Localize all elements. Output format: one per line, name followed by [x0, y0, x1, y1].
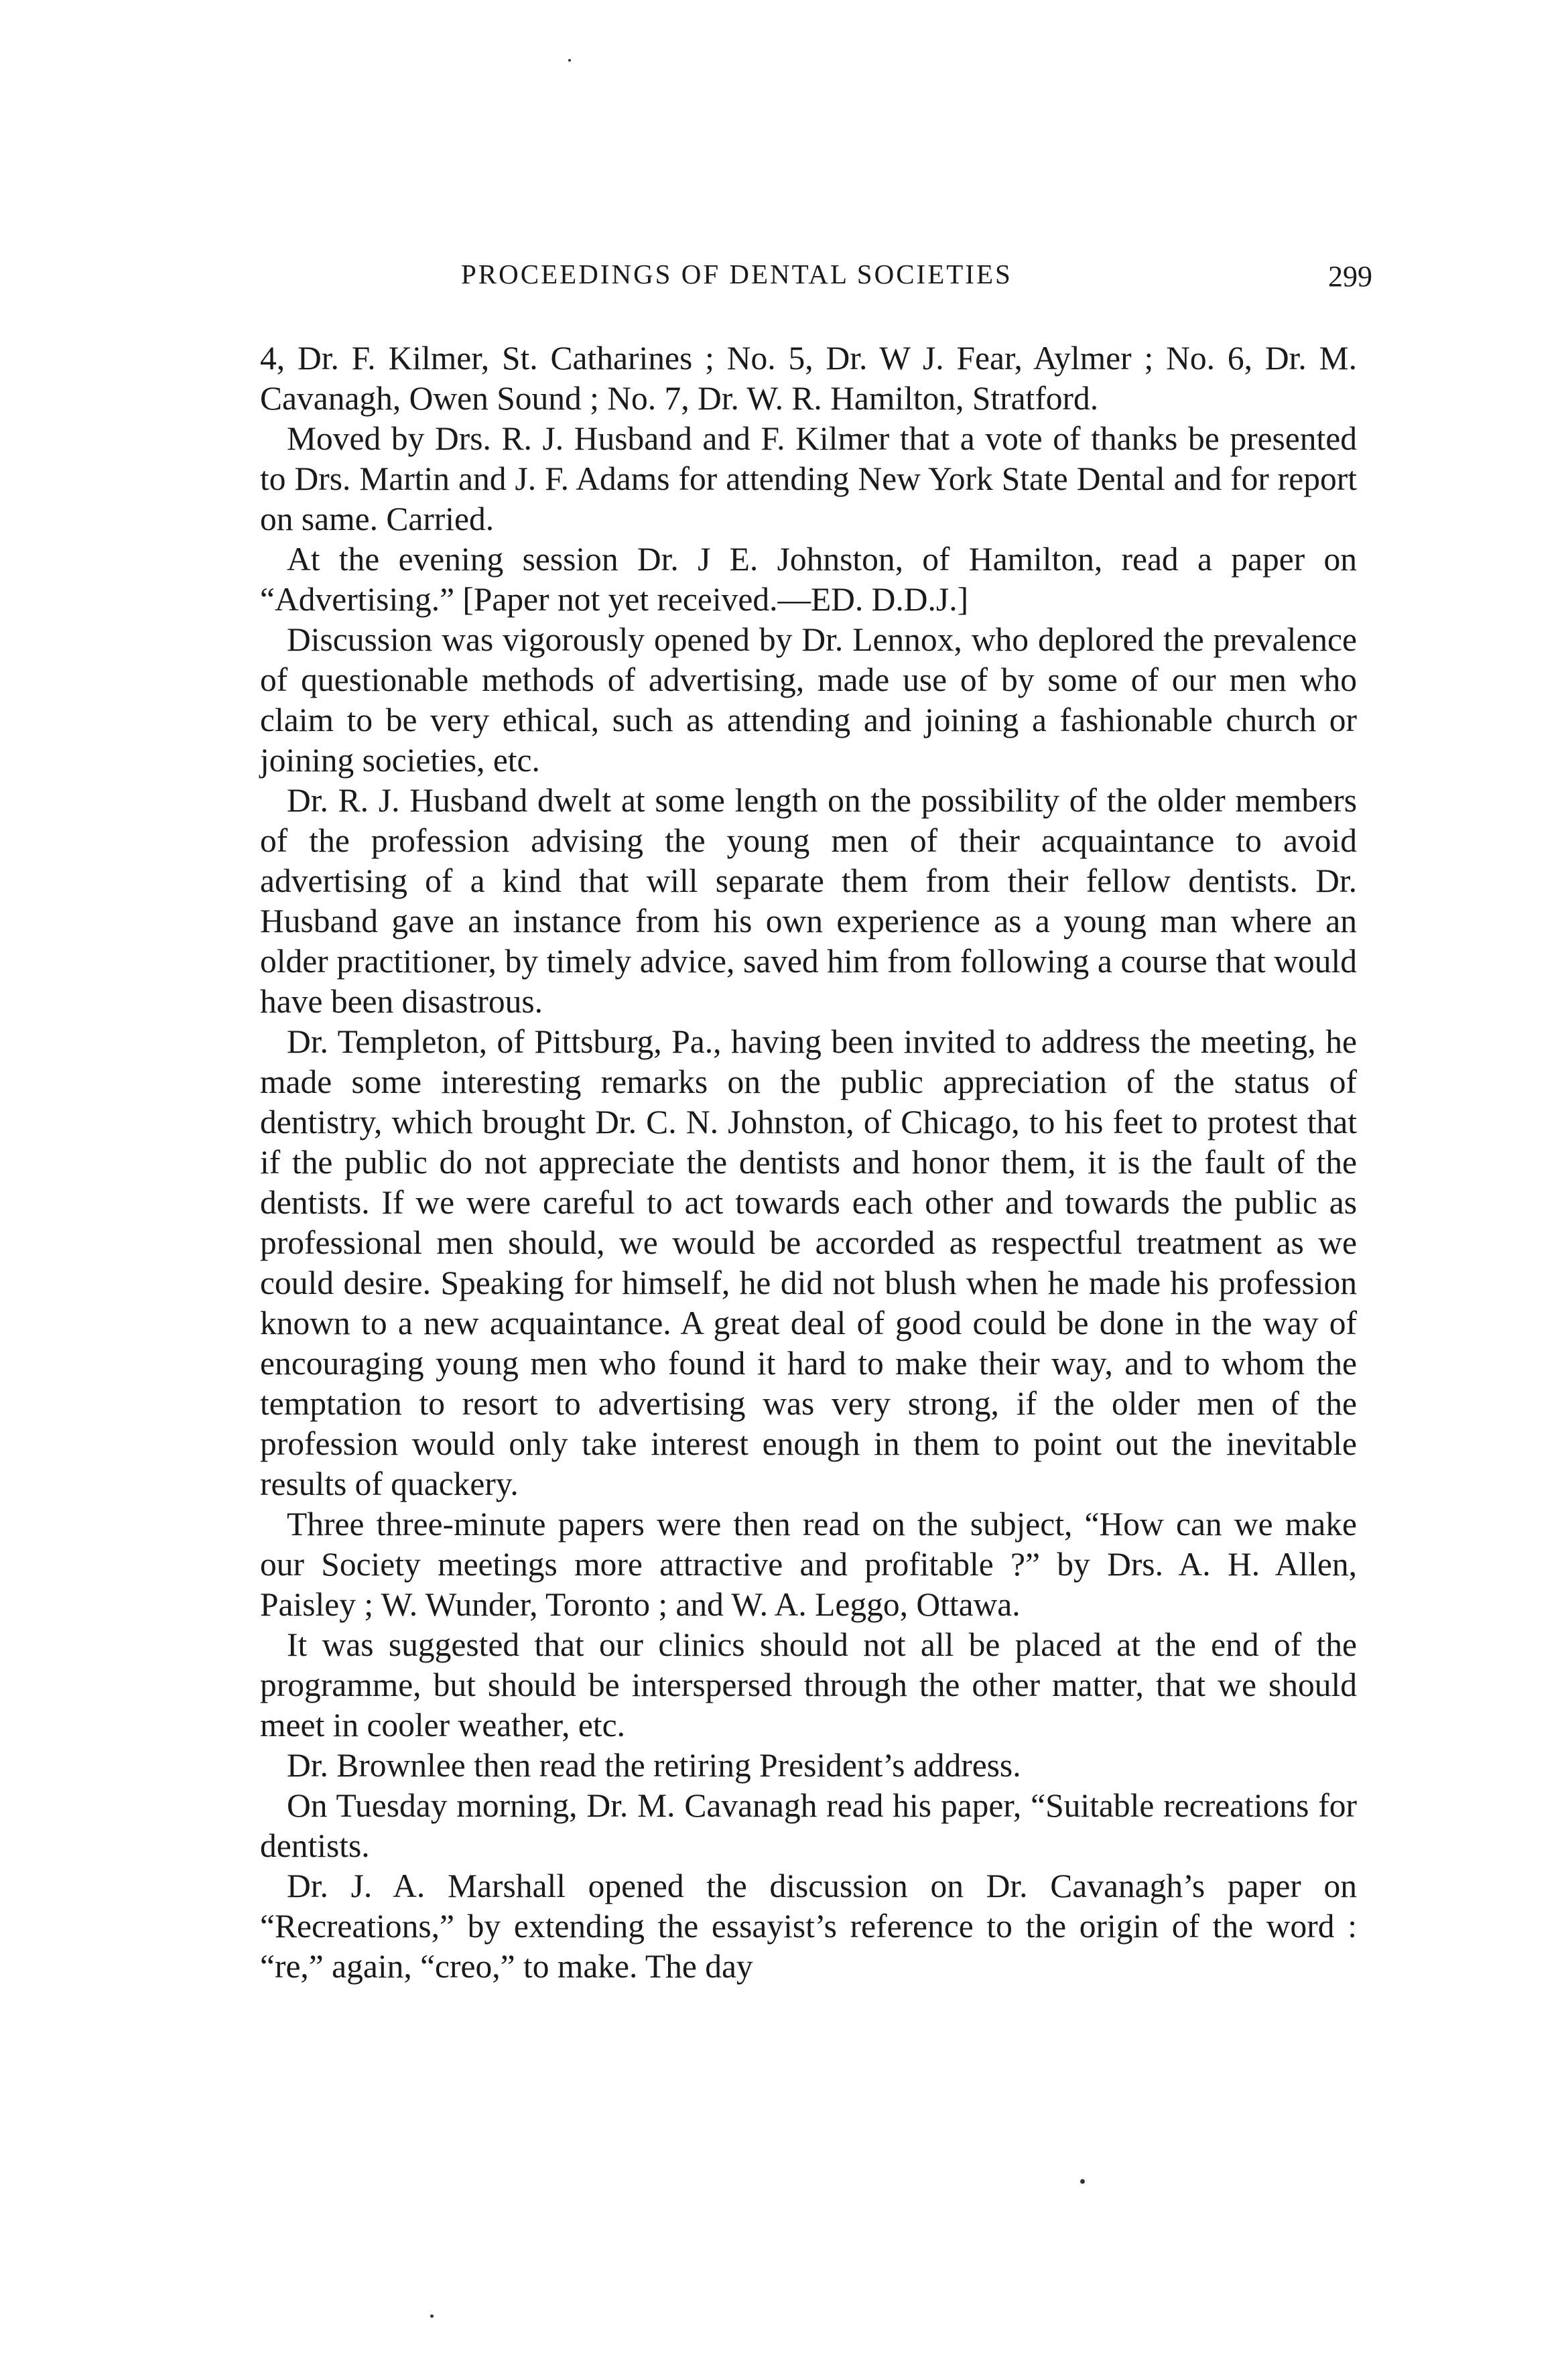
paragraph-three-minute-papers: Three three-minute papers were then read on the subject, “How can we make our Society meetings more attractive and profitable ?” by Drs. A. H. Allen, Paisley ; W. Wunder, Toronto ; and W. A. Leggo, Ottawa. [260, 1506, 1357, 1623]
scan-speck [568, 59, 571, 62]
paragraph-presidents-address: Dr. Brownlee then read the retiring President’s address. [287, 1747, 1021, 1784]
body-text [260, 338, 1357, 1987]
scan-speck [1080, 2179, 1085, 2184]
paragraph-lennox-discussion: Discussion was vigorously opened by Dr. Lennox, who deplored the prevalence of questionable methods of advertising, made use of by some of our men who claim to be very ethical, such as attending and joining a fashionable church or joining societies, etc. [260, 621, 1357, 779]
page-number: 299 [1328, 260, 1372, 293]
paragraph-vote-of-thanks: Moved by Drs. R. J. Husband and F. Kilmer that a vote of thanks be presented to Drs. Martin and J. F. Adams for attending New York State Dental and for report on same. Carried. [260, 420, 1357, 537]
paragraph-clinics-suggestion: It was suggested that our clinics should not all be placed at the end of the programme, but should be interspersed through the other matter, that we should meet in cooler weather, etc. [260, 1626, 1357, 1744]
paragraph-husband-remarks: Dr. R. J. Husband dwelt at some length on the possibility of the older members of the profession advising the young men of their acquaintance to avoid advertising of a kind that will separate them from their fellow dentists. Dr. Husband gave an instance from his own experience as a young man where an older practitioner, by timely advice, saved him from following a course that would have been disastrous. [260, 782, 1357, 1020]
paragraph-district-list: 4, Dr. F. Kilmer, St. Catharines ; No. 5, Dr. W J. Fear, Aylmer ; No. 6, Dr. M. Cavanagh, Owen Sound ; No. 7, Dr. W. R. Hamilton, Stratford. [260, 340, 1357, 417]
paragraph-marshall-discussion: Dr. J. A. Marshall opened the discussion on Dr. Cavanagh’s paper on “Recreations,” by extending the essayist’s reference to the origin of the word : “re,” again, “creo,” to make. The day [260, 1868, 1357, 1985]
page-header [461, 258, 1372, 305]
paragraph-evening-session: At the evening session Dr. J E. Johnston, of Hamilton, read a paper on “Advertising.” [Paper not yet received.—ED. D.D.J.] [260, 541, 1357, 618]
paragraph-tuesday-morning: On Tuesday morning, Dr. M. Cavanagh read his paper, “Suitable recreations for dentists. [260, 1787, 1357, 1864]
paragraph-templeton-remarks: Dr. Templeton, of Pittsburg, Pa., having been invited to address the meeting, he made some interesting remarks on the public appreciation of the status of dentistry, which brought Dr. C. N. Johnston, of Chicago, to his feet to protest that if the public do not appreciate the dentists and honor them, it is the fault of the dentists. If we were careful to act towards each other and towards the public as professional men should, we would be accorded as respectful treatment as we could desire. Speaking for himself, he did not blush when he made his profession known to a new acquaintance. A great deal of good could be done in the way of encouraging young men who found it hard to make their way, and to whom the temptation to resort to advertising was very strong, if the older men of the profession would only take interest enough in them to point out the inevitable results of quackery. [260, 1023, 1357, 1502]
running-head: PROCEEDINGS OF DENTAL SOCIETIES [461, 259, 1012, 289]
scan-speck [430, 2314, 434, 2318]
